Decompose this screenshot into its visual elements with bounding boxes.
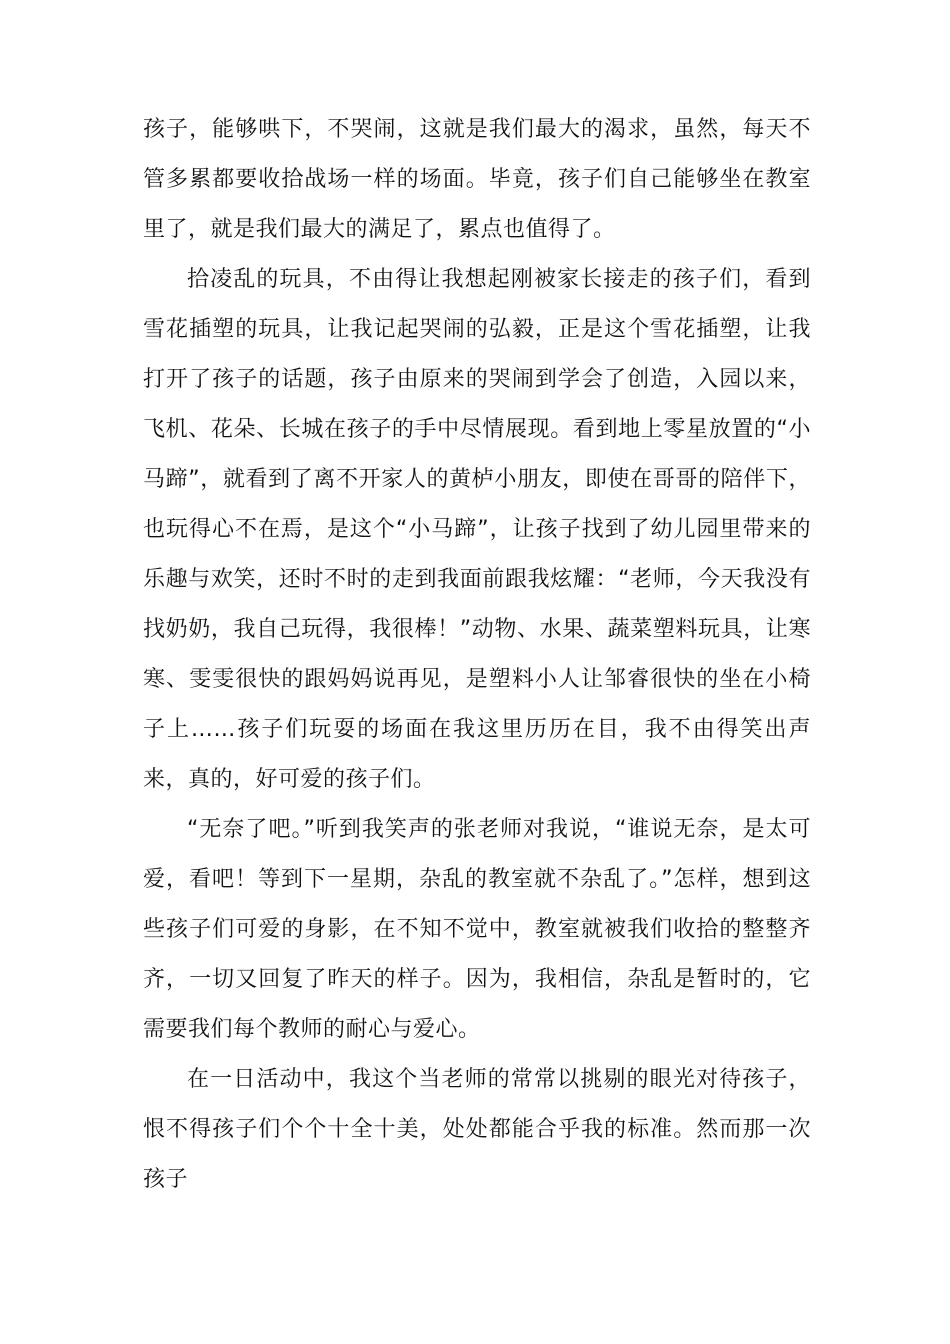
paragraph-3: “无奈了吧。”听到我笑声的张老师对我说，“谁说无奈，是太可爱，看吧！等到下一星期，杂乱的教室就不杂乱了。”怎样，想到这些孩子们可爱的身影，在不知不觉中，教室就被我们收拾的整整齐齐，一切又回复了昨天的样子。因为，我相信，杂乱是暂时的，它需要我们每个教师的耐心与爱心。	[143, 817, 811, 1042]
paragraph-1: 孩子，能够哄下，不哭闹，这就是我们最大的渴求，虽然，每天不管多累都要收拾战场一样的场面。毕竟，孩子们自己能够坐在教室里了，就是我们最大的满足了，累点也值得了。	[143, 117, 811, 242]
paragraph-2: 拾凌乱的玩具，不由得让我想起刚被家长接走的孩子们，看到雪花插塑的玩具，让我记起哭闹的弘毅，正是这个雪花插塑，让我打开了孩子的话题，孩子由原来的哭闹到学会了创造，入园以来，飞机、花朵、长城在孩子的手中尽情展现。看到地上零星放置的“小马蹄”，就看到了离不开家人的黄栌小朋友，即使在哥哥的陪伴下，也玩得心不在焉，是这个“小马蹄”，让孩子找到了幼儿园里带来的乐趣与欢笑，还时不时的走到我面前跟我炫耀：“老师，今天我没有找奶奶，我自己玩得，我很棒！”动物、水果、蔬菜塑料玩具，让寒寒、雯雯很快的跟妈妈说再见，是塑料小人让邹睿很快的坐在小椅子上……孩子们玩耍的场面在我这里历历在目，我不由得笑出声来，真的，好可爱的孩子们。	[143, 267, 811, 792]
paragraph-4: 在一日活动中，我这个当老师的常常以挑剔的眼光对待孩子，恨不得孩子们个个十全十美，处处都能合乎我的标准。然而那一次孩子	[143, 1067, 811, 1192]
body-text	[143, 105, 811, 1205]
